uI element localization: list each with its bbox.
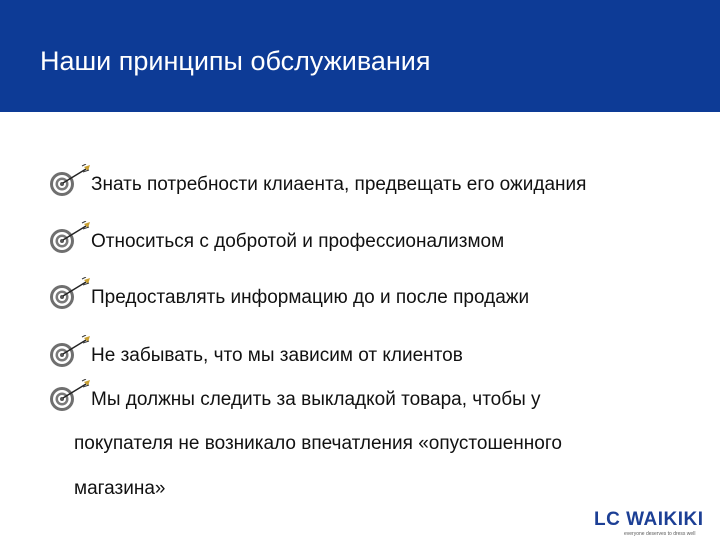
dart-target-icon [46, 277, 96, 311]
bullet-text: Предоставлять информацию до и после продажи [91, 287, 530, 308]
slide-title: Наши принципы обслуживания [40, 46, 431, 76]
logo-tagline: everyone deserves to dress well [624, 531, 696, 537]
bullet-text: Не забывать, что мы зависим от клиентов [91, 345, 463, 366]
bullet-text: Относиться с добротой и профессионализмом [91, 231, 505, 252]
list-item [0, 283, 720, 323]
brand-logo [594, 509, 708, 539]
title-bar [0, 0, 720, 112]
dart-target-icon [46, 164, 96, 198]
list-item [0, 341, 720, 381]
dart-target-icon [46, 221, 96, 255]
list-item [0, 227, 720, 267]
dart-target-icon [46, 379, 96, 413]
list-item [0, 385, 720, 425]
logo-wordmark: LC WAIKIKI [594, 509, 704, 530]
list-item [0, 170, 720, 210]
bullet-text: Мы должны следить за выкладкой товара, чтобы у [91, 389, 541, 410]
dart-target-icon [46, 335, 96, 369]
bullet-continuation: покупателя не возникало впечатления «опустошенного [74, 433, 562, 454]
bullet-continuation: магазина» [74, 478, 166, 499]
bullet-text: Знать потребности клиаента, предвещать его ожидания [91, 174, 587, 195]
